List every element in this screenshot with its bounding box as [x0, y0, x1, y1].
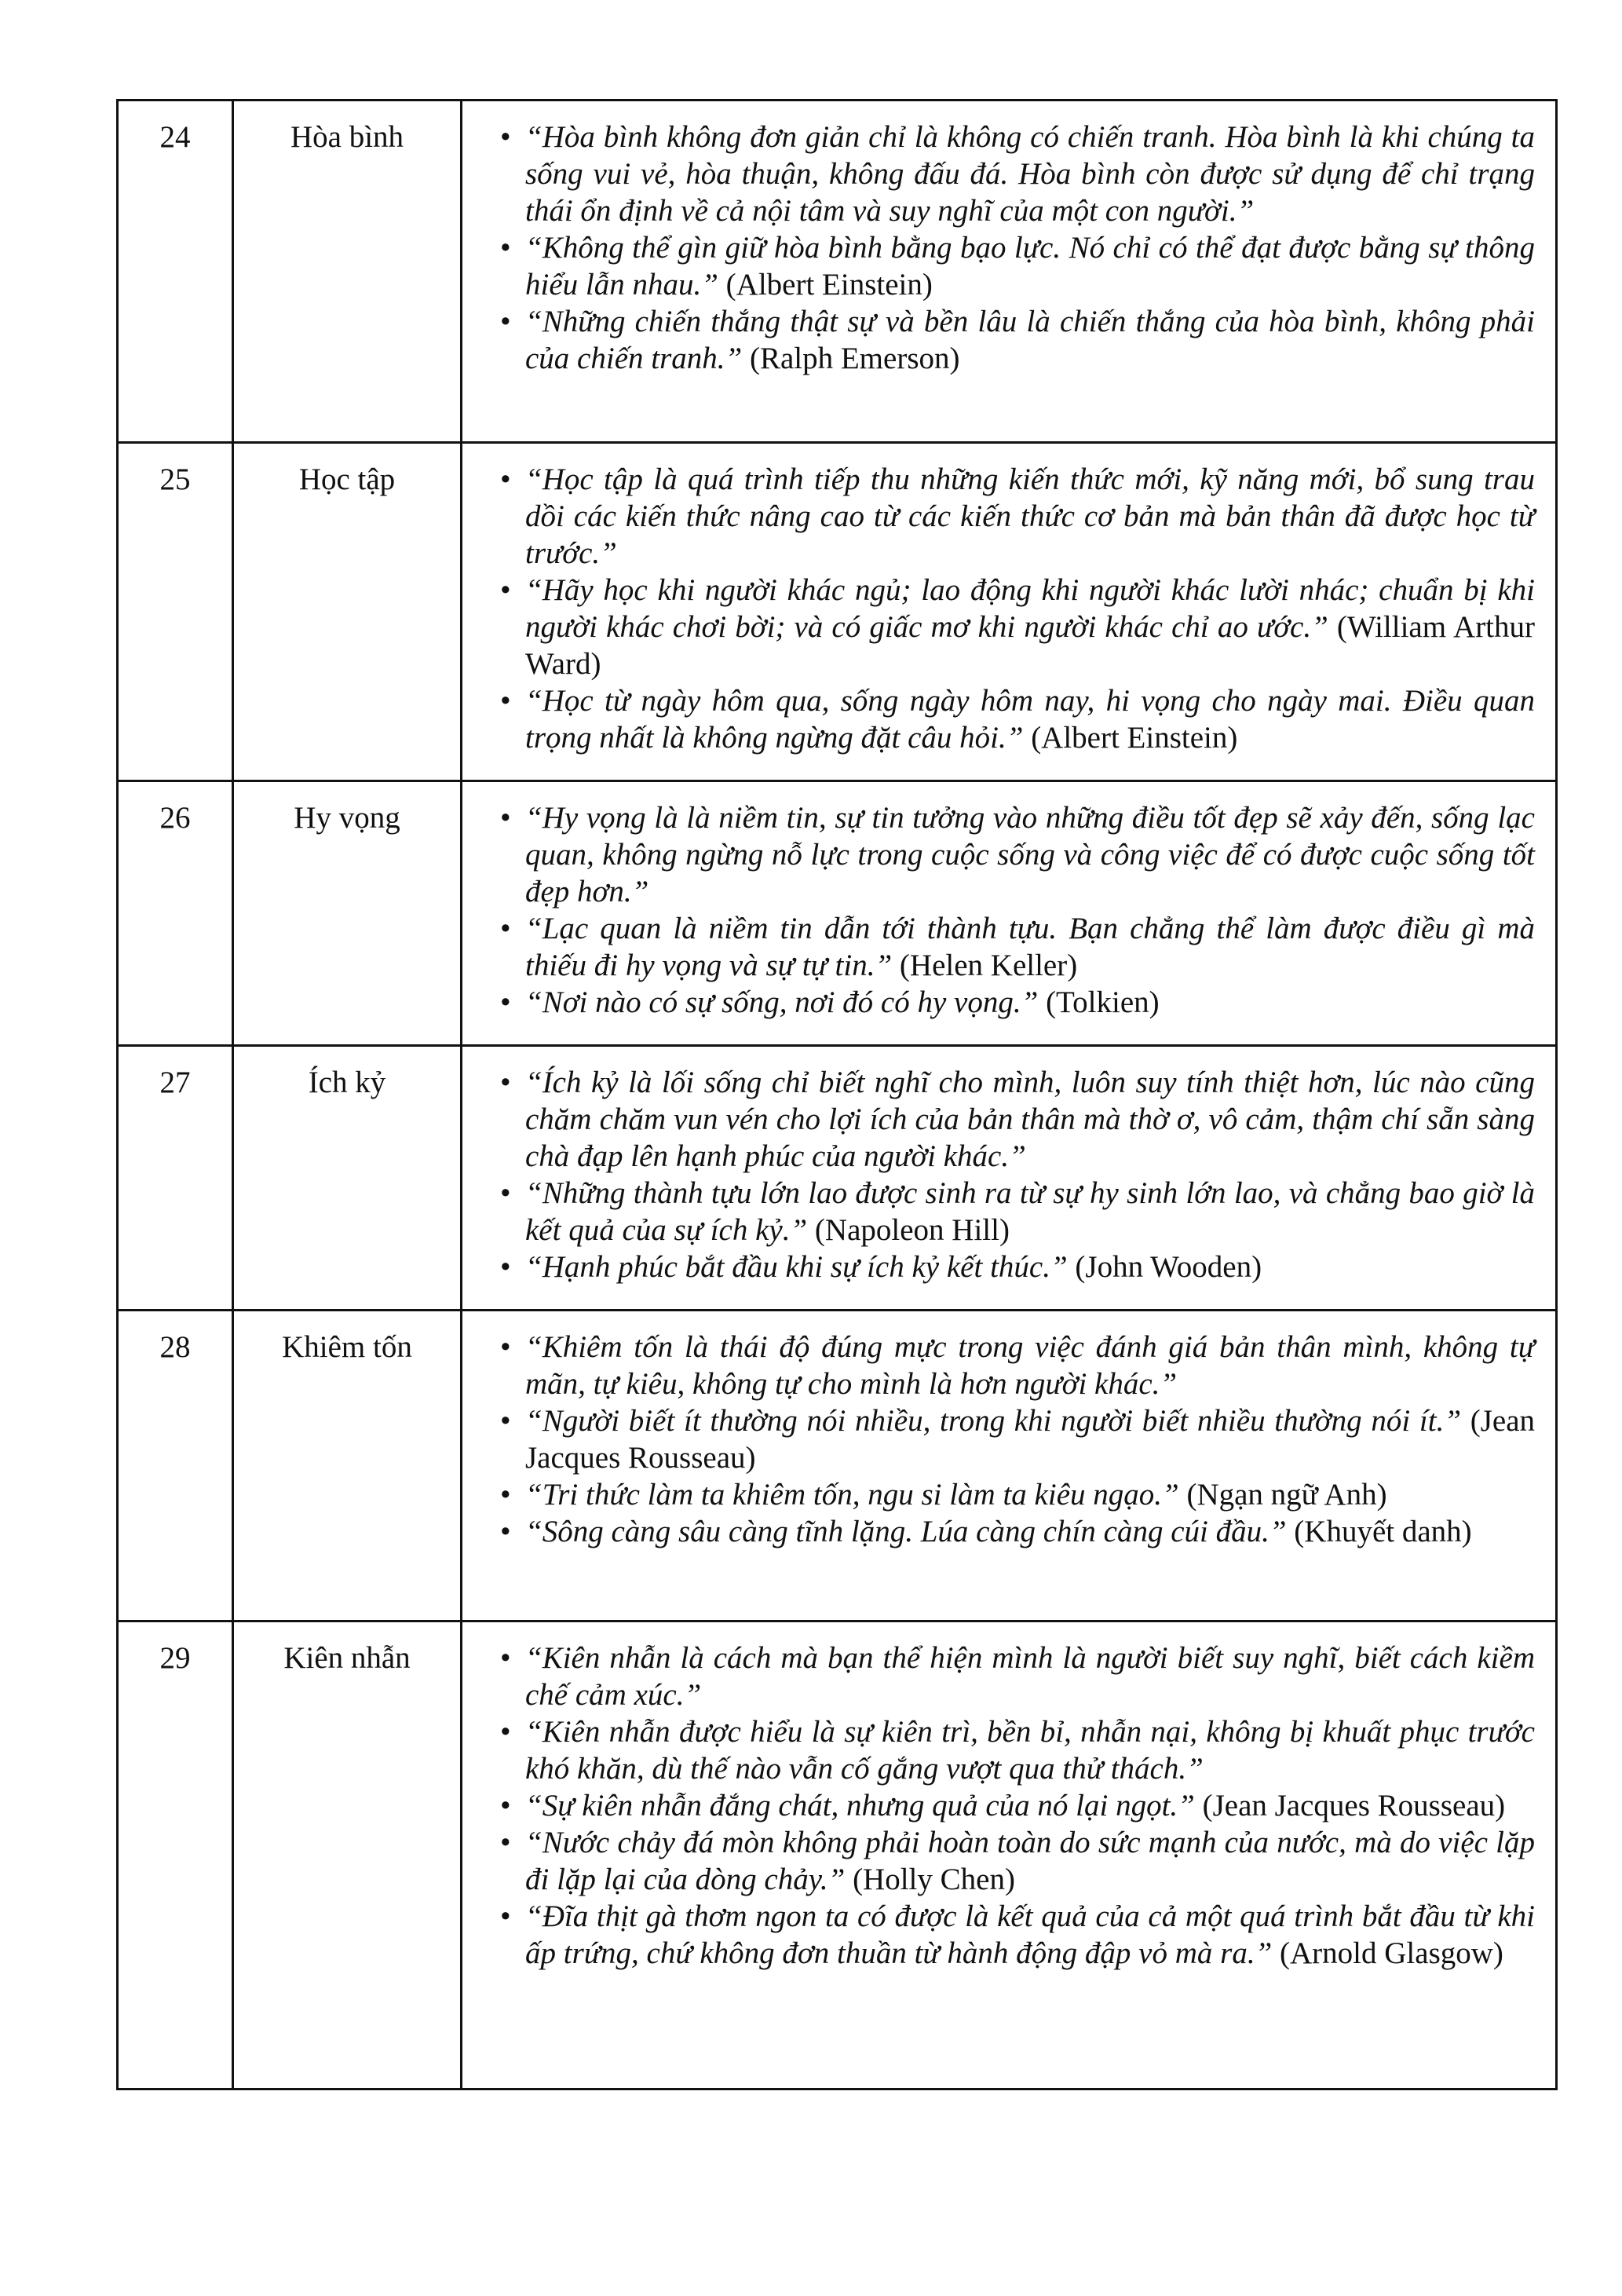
- quote-list: [481, 799, 1535, 1021]
- quote-text: “Những thành tựu lớn lao được sinh ra từ sự hy sinh lớn lao, và chẳng bao giờ là kết quả của sự ích kỷ.”: [525, 1176, 1535, 1247]
- quote-item: [481, 461, 1535, 572]
- row-topic: Khiêm tốn: [233, 1311, 462, 1621]
- quote-item: [481, 1824, 1535, 1898]
- quote-text: “Học từ ngày hôm qua, sống ngày hôm nay, hi vọng cho ngày mai. Điều quan trọng nhất là không ngừng đặt câu hỏi.”: [525, 684, 1535, 755]
- bullet-icon: •: [500, 1515, 511, 1548]
- row-number: 25: [118, 443, 233, 781]
- quote-text: “Tri thức làm ta khiêm tốn, ngu si làm ta kiêu ngạo.”: [525, 1478, 1179, 1512]
- quote-text: “Kiên nhẫn là cách mà bạn thể hiện mình là người biết suy nghĩ, biết cách kiềm chế cảm xúc.”: [525, 1641, 1535, 1712]
- quote-list: [481, 119, 1535, 377]
- quote-source: (Tolkien): [1046, 985, 1160, 1019]
- bullet-icon: •: [500, 1250, 511, 1284]
- bullet-icon: •: [500, 1641, 511, 1675]
- quote-item: [481, 1329, 1535, 1402]
- bullet-icon: •: [500, 985, 511, 1019]
- row-quotes: [462, 1621, 1557, 2089]
- quote-item: [481, 1513, 1535, 1550]
- quote-source: (Helen Keller): [899, 949, 1078, 982]
- bullet-icon: •: [500, 1826, 511, 1859]
- row-topic: Hy vọng: [233, 781, 462, 1046]
- quote-source: (Khuyết danh): [1294, 1515, 1472, 1548]
- row-quotes: [462, 1311, 1557, 1621]
- bullet-icon: •: [500, 912, 511, 945]
- quote-item: [481, 229, 1535, 303]
- bullet-icon: •: [500, 801, 511, 835]
- row-number: 26: [118, 781, 233, 1046]
- quote-text: “Lạc quan là niềm tin dẫn tới thành tựu. Bạn chẳng thể làm được điều gì mà thiếu đi hy vọng và sự tự tin.”: [525, 912, 1535, 982]
- quote-item: [481, 1898, 1535, 1972]
- bullet-icon: •: [500, 573, 511, 607]
- quote-text: “Khiêm tốn là thái độ đúng mực trong việc đánh giá bản thân mình, không tự mãn, tự kiêu, không tự cho mình là hơn người khác.”: [525, 1330, 1535, 1401]
- quote-item: [481, 1175, 1535, 1249]
- quote-list: [481, 1329, 1535, 1550]
- table-row: [118, 781, 1557, 1046]
- bullet-icon: •: [500, 1330, 511, 1364]
- quote-source: (Albert Einstein): [1031, 721, 1238, 755]
- quote-source: (Napoleon Hill): [814, 1213, 1010, 1247]
- bullet-icon: •: [500, 1789, 511, 1823]
- quote-source: (Holly Chen): [853, 1863, 1015, 1896]
- quote-text: “Sự kiên nhẫn đắng chát, nhưng quả của nó lại ngọt.”: [525, 1789, 1195, 1823]
- quote-text: “Hòa bình không đơn giản chỉ là không có chiến tranh. Hòa bình là khi chúng ta sống vui vẻ, hòa thuận, không đấu đá. Hòa bình còn được sử dụng để chỉ trạng thái ổn định về cả nội tâm và suy nghĩ của một con người.”: [525, 120, 1535, 228]
- row-number: 29: [118, 1621, 233, 2089]
- bullet-icon: •: [500, 1404, 511, 1438]
- quote-source: (Arnold Glasgow): [1280, 1936, 1503, 1970]
- table-row: [118, 1046, 1557, 1311]
- table-row: [118, 1621, 1557, 2089]
- bullet-icon: •: [500, 1478, 511, 1512]
- quote-item: [481, 799, 1535, 910]
- row-quotes: [462, 1046, 1557, 1311]
- quote-text: “Hãy học khi người khác ngủ; lao động khi người khác lười nhác; chuẩn bị khi người khác chơi bời; và có giấc mơ khi người khác chỉ ao ước.”: [525, 573, 1535, 644]
- quote-source: (Jean Jacques Rousseau): [1202, 1789, 1506, 1823]
- quotes-table: [116, 99, 1558, 2090]
- table-row: [118, 1311, 1557, 1621]
- quote-item: [481, 1064, 1535, 1175]
- quote-item: [481, 572, 1535, 682]
- quotes-table-body: [118, 101, 1557, 2089]
- row-number: 24: [118, 101, 233, 443]
- quote-item: [481, 1249, 1535, 1285]
- quote-list: [481, 1640, 1535, 1972]
- document-page: [116, 99, 1558, 2090]
- quote-text: “Kiên nhẫn được hiểu là sự kiên trì, bền bỉ, nhẫn nại, không bị khuất phục trước khó khăn, dù thế nào vẫn cố gắng vượt qua thử thách.”: [525, 1715, 1535, 1786]
- quote-text: “Hy vọng là là niềm tin, sự tin tưởng vào những điều tốt đẹp sẽ xảy đến, sống lạc quan, không ngừng nỗ lực trong cuộc sống và công việc để có được cuộc sống tốt đẹp hơn.”: [525, 801, 1535, 909]
- bullet-icon: •: [500, 1715, 511, 1749]
- quote-list: [481, 1064, 1535, 1285]
- quote-text: “Nước chảy đá mòn không phải hoàn toàn do sức mạnh của nước, mà do việc lặp đi lặp lại của dòng chảy.”: [525, 1826, 1535, 1896]
- quote-text: “Học tập là quá trình tiếp thu những kiến thức mới, kỹ năng mới, bổ sung trau dồi các kiến thức nâng cao từ các kiến thức cơ bản mà bản thân đã được học từ trước.”: [525, 462, 1535, 570]
- quote-text: “Hạnh phúc bắt đầu khi sự ích kỷ kết thúc.”: [525, 1250, 1068, 1284]
- row-topic: Kiên nhẫn: [233, 1621, 462, 2089]
- row-quotes: [462, 443, 1557, 781]
- bullet-icon: •: [500, 231, 511, 265]
- row-quotes: [462, 101, 1557, 443]
- row-topic: Ích kỷ: [233, 1046, 462, 1311]
- quote-source: (Ngạn ngữ Anh): [1186, 1478, 1387, 1512]
- row-number: 28: [118, 1311, 233, 1621]
- row-number: 27: [118, 1046, 233, 1311]
- quote-item: [481, 1402, 1535, 1476]
- quote-item: [481, 1713, 1535, 1787]
- row-topic: Hòa bình: [233, 101, 462, 443]
- bullet-icon: •: [500, 120, 511, 154]
- quote-item: [481, 1476, 1535, 1513]
- quote-text: “Người biết ít thường nói nhiều, trong khi người biết nhiều thường nói ít.”: [525, 1404, 1462, 1438]
- table-row: [118, 101, 1557, 443]
- quote-source: (John Wooden): [1075, 1250, 1262, 1284]
- bullet-icon: •: [500, 1899, 511, 1933]
- quote-source: (Jean Jacques Rousseau): [525, 1404, 1536, 1475]
- bullet-icon: •: [500, 1176, 511, 1210]
- quote-text: “Nơi nào có sự sống, nơi đó có hy vọng.”: [525, 985, 1039, 1019]
- row-quotes: [462, 781, 1557, 1046]
- quote-text: “Đĩa thịt gà thơm ngon ta có được là kết quả của cả một quá trình bắt đầu từ khi ấp trứng, chứ không đơn thuần từ hành động đập vỏ mà ra.”: [525, 1899, 1535, 1970]
- quote-text: “Sông càng sâu càng tĩnh lặng. Lúa càng chín càng cúi đầu.”: [525, 1515, 1287, 1548]
- table-row: [118, 443, 1557, 781]
- quote-item: [481, 1787, 1535, 1824]
- quote-text: “Ích kỷ là lối sống chỉ biết nghĩ cho mình, luôn suy tính thiệt hơn, lúc nào cũng chăm chăm vun vén cho lợi ích của bản thân mà thờ ơ, vô cảm, thậm chí sẵn sàng chà đạp lên hạnh phúc của người khác.”: [525, 1066, 1535, 1173]
- bullet-icon: •: [500, 462, 511, 496]
- quote-text: “Không thể gìn giữ hòa bình bằng bạo lực. Nó chỉ có thể đạt được bằng sự thông hiểu lẫn nhau.”: [525, 231, 1535, 302]
- quote-item: [481, 119, 1535, 229]
- quote-list: [481, 461, 1535, 756]
- quote-item: [481, 910, 1535, 984]
- quote-item: [481, 1640, 1535, 1713]
- quote-source: (William Arthur Ward): [525, 610, 1535, 681]
- quote-source: (Albert Einstein): [725, 268, 933, 302]
- quote-item: [481, 984, 1535, 1021]
- row-topic: Học tập: [233, 443, 462, 781]
- quote-source: (Ralph Emerson): [749, 342, 960, 375]
- quote-text: “Những chiến thắng thật sự và bền lâu là chiến thắng của hòa bình, không phải của chiến tranh.”: [525, 305, 1535, 375]
- bullet-icon: •: [500, 305, 511, 338]
- bullet-icon: •: [500, 1066, 511, 1099]
- quote-item: [481, 303, 1535, 377]
- quote-item: [481, 682, 1535, 756]
- bullet-icon: •: [500, 684, 511, 718]
